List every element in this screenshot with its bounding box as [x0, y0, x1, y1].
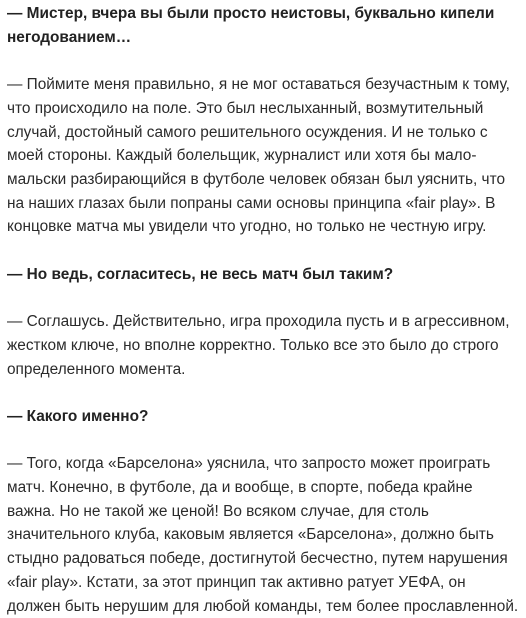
- interview-answer-2: — Соглашусь. Действительно, игра проходила пусть и в агрессивном, жестком ключе, но вполне корректно. Только все это было до строго определенного момента.: [7, 313, 510, 378]
- interview-question-1: — Мистер, вчера вы были просто неистовы, буквально кипели негодованием…: [7, 5, 495, 46]
- interview-question-2: — Но ведь, согласитесь, не весь матч был таким?: [7, 265, 394, 283]
- interview-answer-3: — Того, когда «Барселона» уяснила, что запросто может проиграть матч. Конечно, в футболе, да и вообще, в спорте, победа крайне важна. Но не такой же ценой! Во всяком случае, для столь значительного клуба, каковым является «Барселона», должно быть стыдно радоваться победе, достигнутой бесчестно, путем нарушения «fair play». Кстати, за этот принцип так активно ратует УЕФА, он должен быть нерушим для любой команды, тем более прославленной.: [7, 455, 519, 615]
- interview-question-3: — Какого именно?: [7, 407, 149, 425]
- interview-answer-1: — Поймите меня правильно, я не мог оставаться безучастным к тому, что происходило на поле. Это был неслыханный, возмутительный случай, достойный самого решительного осуждения. И не только с моей стороны. Каждый болельщик, журналист или хотя бы мало-мальски разбирающийся в футболе человек обязан был уяснить, что на наших глазах были попраны сами основы принципа «fair play». В концовке матча мы увидели что угодно, но только не честную игру.: [7, 76, 510, 236]
